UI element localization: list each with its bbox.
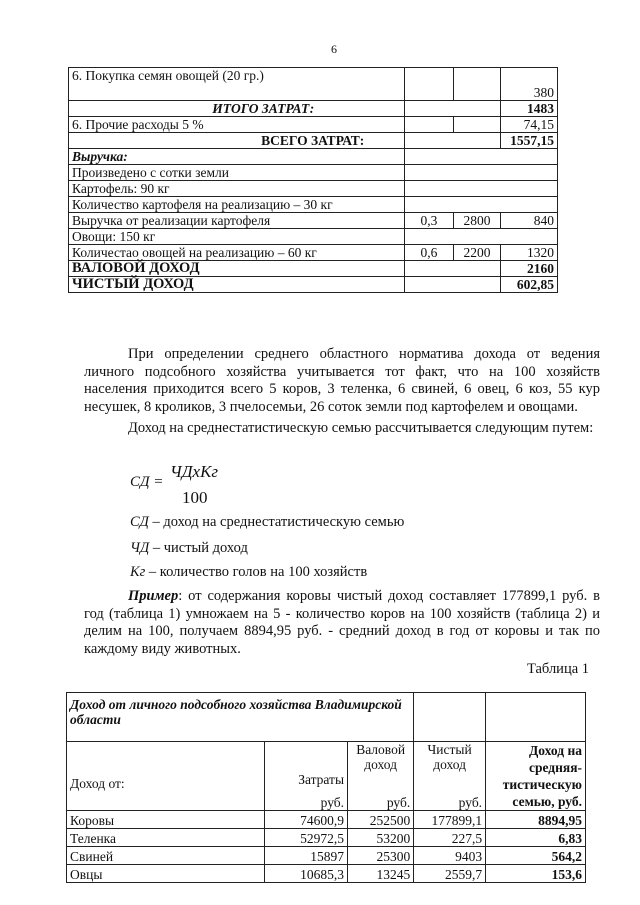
costs-row-price	[405, 101, 453, 117]
costs-row-qty	[453, 133, 501, 149]
costs-row	[69, 149, 558, 165]
costs-row-label: Овощи: 150 кг	[69, 229, 405, 245]
income-row-family: 564,2	[486, 847, 586, 865]
costs-row-price	[405, 133, 453, 149]
income-row-family: 8894,95	[486, 811, 586, 829]
costs-row-price: 0,3	[405, 213, 453, 229]
costs-row-label: Количестао овощей на реализацию – 60 кг	[69, 245, 405, 261]
header-gross: Валовой доход	[348, 742, 414, 788]
definition-sd: СД – доход на среднестатистическую семью	[130, 514, 405, 530]
costs-row-price	[405, 165, 453, 181]
costs-row	[69, 165, 558, 181]
income-table-title: Доход от личного подсобного хозяйства Владимирской области	[67, 693, 414, 742]
income-row-net: 227,5	[414, 829, 486, 847]
costs-row-price	[405, 68, 453, 101]
income-row-gross: 252500	[348, 811, 414, 829]
income-row-name: Теленка	[67, 829, 265, 847]
costs-row-qty: 2800	[453, 213, 501, 229]
income-row-name: Коровы	[67, 811, 265, 829]
formula-lhs: СД =	[130, 474, 164, 490]
costs-row-label: 6. Прочие расходы 5 %	[69, 117, 405, 133]
income-row	[67, 811, 586, 829]
unit-net: руб.	[414, 787, 486, 810]
costs-row-qty	[453, 181, 501, 197]
costs-row-price	[405, 229, 453, 245]
definition-chd: ЧД – чистый доход	[130, 540, 248, 556]
costs-row-sum: 2160	[501, 261, 558, 277]
costs-row-label: Картофель: 90 кг	[69, 181, 405, 197]
costs-row-sum: 840	[501, 213, 558, 229]
costs-row	[69, 133, 558, 149]
income-row-net: 2559,7	[414, 865, 486, 883]
costs-row-sum: 380	[501, 68, 558, 101]
costs-row-qty	[453, 149, 501, 165]
costs-row-label: ВСЕГО ЗАТРАТ:	[69, 133, 405, 149]
costs-row-sum	[501, 181, 558, 197]
income-row-gross: 25300	[348, 847, 414, 865]
costs-row-label: ИТОГО ЗАТРАТ:	[69, 101, 405, 117]
income-row-costs: 15897	[265, 847, 348, 865]
income-row-gross: 13245	[348, 865, 414, 883]
header-costs: Затраты	[265, 742, 348, 788]
income-row-name: Овцы	[67, 865, 265, 883]
costs-row-qty	[453, 261, 501, 277]
header-net: Чистый доход	[414, 742, 486, 788]
costs-row-qty	[453, 117, 501, 133]
formula	[130, 462, 250, 512]
costs-row-qty	[453, 165, 501, 181]
example-paragraph: Пример: от содержания коровы чистый доход составляет 177899,1 руб. в год (таблица 1) умножаем на 5 - количество коров на 100 хозяйств (таблица 2) и делим на 100, получаем 8894,95 руб. - средний доход в год от коровы и так по каждому виду животных.	[84, 588, 600, 657]
table-caption: Таблица 1	[527, 661, 590, 677]
costs-row-qty	[453, 197, 501, 213]
paragraph-1: При определении среднего областного норматива дохода от ведения личного подсобного хозяйства учитывается тот факт, что на 100 хозяйств населения приходится всего 5 коров, 3 теленка, 6 свиней, 6 овец, 6 коз, 55 кур несушек, 8 кроликов, 3 пчелосемьи, 26 соток земли под картофелем и овощами.	[84, 346, 600, 415]
income-row-family: 153,6	[486, 865, 586, 883]
costs-row-price	[405, 149, 453, 165]
income-table	[66, 692, 586, 883]
costs-row	[69, 117, 558, 133]
costs-row-label: ВАЛОВОЙ ДОХОД	[69, 261, 405, 277]
costs-row	[69, 245, 558, 261]
costs-row-sum: 602,85	[501, 277, 558, 293]
costs-row-price	[405, 117, 453, 133]
costs-row-label: Выручка от реализации картофеля	[69, 213, 405, 229]
formula-denominator: 100	[182, 488, 208, 507]
costs-row-label: 6. Покупка семян овощей (20 гр.)	[69, 68, 405, 101]
costs-row-sum	[501, 149, 558, 165]
costs-row-label: Произведено с сотки земли	[69, 165, 405, 181]
costs-row-sum: 1320	[501, 245, 558, 261]
costs-row-label: Выручка:	[69, 149, 405, 165]
income-row-family: 6,83	[486, 829, 586, 847]
formula-numerator: ЧДхКг	[170, 462, 218, 481]
costs-row-label: ЧИСТЫЙ ДОХОД	[69, 277, 405, 293]
costs-row	[69, 261, 558, 277]
costs-row-sum	[501, 229, 558, 245]
income-row	[67, 865, 586, 883]
income-row-costs: 74600,9	[265, 811, 348, 829]
costs-row-price	[405, 197, 453, 213]
income-row-costs: 52972,5	[265, 829, 348, 847]
costs-row-qty	[453, 68, 501, 101]
costs-row	[69, 229, 558, 245]
unit-gross: руб.	[348, 787, 414, 810]
costs-row	[69, 68, 558, 101]
costs-row-sum	[501, 197, 558, 213]
income-row-name: Свиней	[67, 847, 265, 865]
costs-row-price	[405, 181, 453, 197]
costs-row	[69, 101, 558, 117]
definition-kg: Кг – количество голов на 100 хозяйств	[130, 564, 368, 580]
page-number: 6	[331, 42, 337, 56]
costs-row-sum	[501, 165, 558, 181]
costs-row-qty	[453, 277, 501, 293]
costs-row-qty: 2200	[453, 245, 501, 261]
costs-row-qty	[453, 101, 501, 117]
costs-row	[69, 213, 558, 229]
costs-table	[68, 67, 558, 293]
income-row	[67, 847, 586, 865]
costs-row-qty	[453, 229, 501, 245]
costs-row-sum: 1557,15	[501, 133, 558, 149]
costs-row-sum: 74,15	[501, 117, 558, 133]
income-row-net: 9403	[414, 847, 486, 865]
income-row-costs: 10685,3	[265, 865, 348, 883]
header-income-from: Доход от:	[67, 742, 265, 811]
costs-row-price: 0,6	[405, 245, 453, 261]
header-family-income: Доход на средняя-тистическую семью, руб.	[486, 742, 586, 811]
costs-row-label: Количество картофеля на реализацию – 30 кг	[69, 197, 405, 213]
costs-row-price	[405, 277, 453, 293]
income-row-gross: 53200	[348, 829, 414, 847]
costs-row-sum: 1483	[501, 101, 558, 117]
costs-row	[69, 277, 558, 293]
income-row-net: 177899,1	[414, 811, 486, 829]
costs-row-price	[405, 261, 453, 277]
unit-costs: руб.	[265, 787, 348, 810]
income-row	[67, 829, 586, 847]
costs-row	[69, 197, 558, 213]
paragraph-2: Доход на среднестатистическую семью рассчитывается следующим путем:	[128, 420, 594, 436]
costs-row	[69, 181, 558, 197]
